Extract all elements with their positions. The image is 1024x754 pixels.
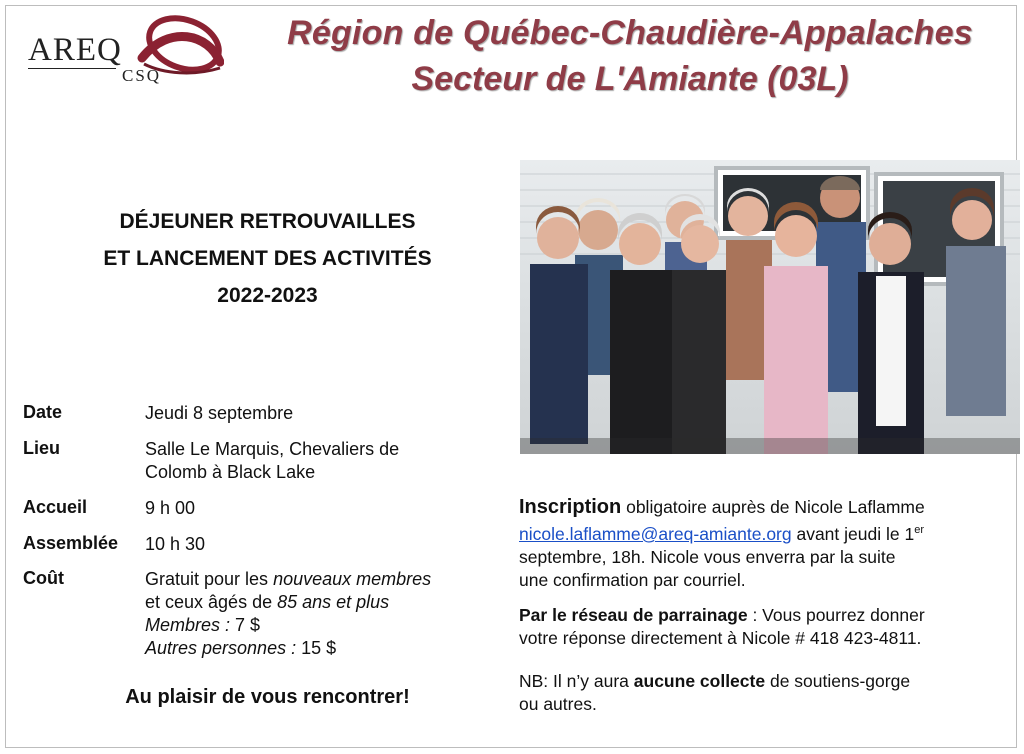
inscription-heading: Inscription xyxy=(519,496,622,518)
group-photo-illustration xyxy=(520,160,1020,454)
region-title: Région de Québec-Chaudière-Appalaches xyxy=(287,14,973,52)
accueil-label: Accueil xyxy=(23,497,88,517)
parrainage-line: votre réponse directement à Nicole # 418 423-4811. xyxy=(519,628,922,648)
date-value: Jeudi 8 septembre xyxy=(145,403,294,423)
closing-message: Au plaisir de vous rencontrer! xyxy=(125,686,410,708)
parrainage-line: Par le réseau de parrainage : Vous pourrez donner xyxy=(519,605,925,625)
areq-logo xyxy=(24,14,224,88)
event-title-line: ET LANCEMENT DES ACTIVITÉS xyxy=(103,247,432,270)
date-label: Date xyxy=(23,402,63,422)
nb-line: NB: Il n’y aura aucune collecte de soutiens-gorge xyxy=(519,671,911,691)
event-title-line: DÉJEUNER RETROUVAILLES xyxy=(119,210,416,233)
lieu-value: Salle Le Marquis, Chevaliers de xyxy=(145,439,400,459)
assemblee-label: Assemblée xyxy=(23,533,119,553)
logo-areq-text: AREQ xyxy=(28,32,122,68)
nb-line: ou autres. xyxy=(519,694,597,714)
cout-autres: Autres personnes : 15 $ xyxy=(145,638,337,658)
inscription-line: une confirmation par courriel. xyxy=(519,569,746,590)
event-title xyxy=(30,203,505,314)
email-link[interactable]: nicole.laflamme@areq-amiante.org xyxy=(519,523,792,544)
event-title-year: 2022-2023 xyxy=(217,284,318,307)
inscription-paragraph xyxy=(519,496,1009,592)
cout-label: Coût xyxy=(23,568,64,588)
cout-value: Gratuit pour les nouveaux membres xyxy=(145,569,432,589)
parrainage-paragraph xyxy=(519,604,1009,650)
inscription-line: septembre, 18h. Nicole vous enverra par la suite xyxy=(519,546,896,567)
lieu-value: Colomb à Black Lake xyxy=(145,462,316,482)
nb-paragraph xyxy=(519,670,1009,716)
parrainage-heading: Par le réseau de parrainage xyxy=(519,605,748,625)
inscription-line: nicole.laflamme@areq-amiante.org avant jeudi le 1er xyxy=(519,523,924,544)
logo-csq-text: CSQ xyxy=(122,66,162,85)
cout-membres: Membres : 7 $ xyxy=(145,615,261,635)
sector-title: Secteur de L'Amiante (03L) xyxy=(411,60,849,98)
logo-divider xyxy=(28,68,116,69)
assemblee-value: 10 h 30 xyxy=(145,534,206,554)
inscription-line: Inscription obligatoire auprès de Nicole Laflamme xyxy=(519,496,925,518)
cout-value: et ceux âgés de 85 ans et plus xyxy=(145,592,390,612)
lieu-label: Lieu xyxy=(23,438,61,458)
accueil-value: 9 h 00 xyxy=(145,498,196,518)
group-photo xyxy=(520,160,1020,454)
